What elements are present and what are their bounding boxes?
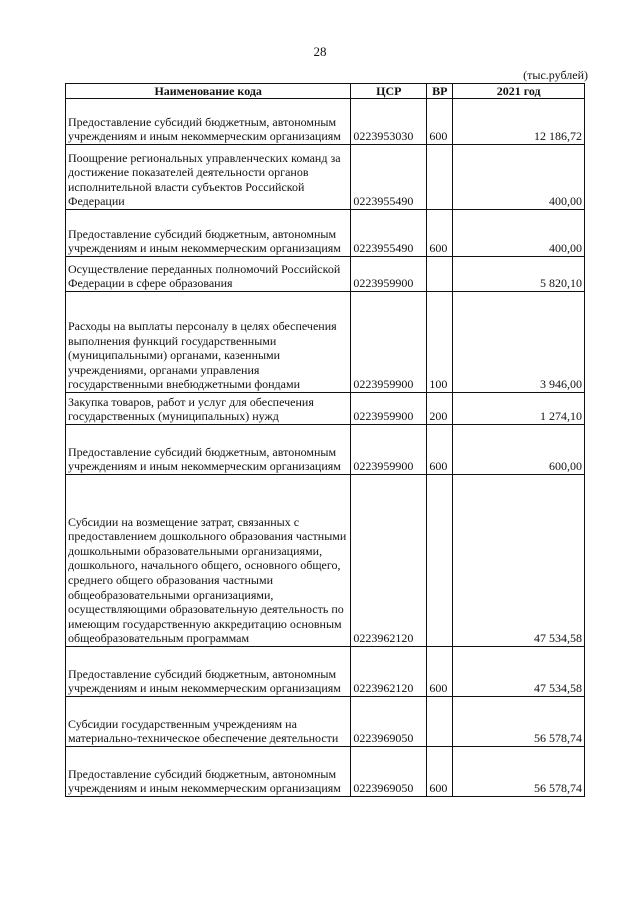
row-name: Предоставление субсидий бюджетным, автономным учреждениям и иным некоммерческим организациям bbox=[66, 747, 351, 797]
row-sum: 1 274,10 bbox=[453, 393, 585, 425]
row-sum: 5 820,10 bbox=[453, 257, 585, 292]
row-csr: 0223969050 bbox=[351, 747, 427, 797]
row-csr: 0223953030 bbox=[351, 99, 427, 145]
row-sum: 47 534,58 bbox=[453, 475, 585, 647]
row-sum: 400,00 bbox=[453, 210, 585, 257]
table-row bbox=[66, 99, 585, 145]
table-row bbox=[66, 747, 585, 797]
table-row bbox=[66, 393, 585, 425]
table-row bbox=[66, 647, 585, 697]
row-csr: 0223969050 bbox=[351, 697, 427, 747]
row-vr: 600 bbox=[427, 99, 453, 145]
row-sum: 600,00 bbox=[453, 425, 585, 475]
row-csr: 0223955490 bbox=[351, 145, 427, 210]
row-sum: 56 578,74 bbox=[453, 747, 585, 797]
row-sum: 47 534,58 bbox=[453, 647, 585, 697]
row-vr: 600 bbox=[427, 747, 453, 797]
row-vr: 100 bbox=[427, 292, 453, 393]
row-csr: 0223962120 bbox=[351, 475, 427, 647]
row-name: Предоставление субсидий бюджетным, автономным учреждениям и иным некоммерческим организациям bbox=[66, 647, 351, 697]
row-csr: 0223962120 bbox=[351, 647, 427, 697]
row-vr: 600 bbox=[427, 647, 453, 697]
page-number: 28 bbox=[313, 44, 327, 59]
header-year: 2021 год bbox=[453, 84, 585, 99]
header-csr: ЦСР bbox=[351, 84, 427, 99]
table-row bbox=[66, 145, 585, 210]
row-vr bbox=[427, 145, 453, 210]
table-row bbox=[66, 475, 585, 647]
header-name: Наименование кода bbox=[66, 84, 351, 99]
table-row bbox=[66, 697, 585, 747]
row-sum: 12 186,72 bbox=[453, 99, 585, 145]
row-vr bbox=[427, 257, 453, 292]
header-vr: ВР bbox=[427, 84, 453, 99]
row-vr bbox=[427, 697, 453, 747]
row-vr: 200 bbox=[427, 393, 453, 425]
row-name: Осуществление переданных полномочий Российской Федерации в сфере образования bbox=[66, 257, 351, 292]
row-name: Субсидии государственным учреждениям на материально-техническое обеспечение деятельности bbox=[66, 697, 351, 747]
row-csr: 0223955490 bbox=[351, 210, 427, 257]
row-name: Субсидии на возмещение затрат, связанных с предоставлением дошкольного образования частными дошкольными образовательными организациями, дошкольного, начального общего, основного общего, среднего общего образования частными общеобразовательными организациями, осуществляющими образовательную деятельность по имеющим государственную аккредитацию основным общеобразовательным программам bbox=[66, 475, 351, 647]
budget-table bbox=[65, 83, 585, 797]
row-sum: 400,00 bbox=[453, 145, 585, 210]
row-vr bbox=[427, 475, 453, 647]
row-name: Предоставление субсидий бюджетным, автономным учреждениям и иным некоммерческим организациям bbox=[66, 425, 351, 475]
table-row bbox=[66, 257, 585, 292]
row-sum: 56 578,74 bbox=[453, 697, 585, 747]
row-csr: 0223959900 bbox=[351, 393, 427, 425]
table-row bbox=[66, 425, 585, 475]
row-name: Предоставление субсидий бюджетным, автономным учреждениям и иным некоммерческим организациям bbox=[66, 210, 351, 257]
row-vr: 600 bbox=[427, 210, 453, 257]
row-name: Поощрение региональных управленческих команд за достижение показателей деятельности органов исполнительной власти субъектов Российской Федерации bbox=[66, 145, 351, 210]
row-sum: 3 946,00 bbox=[453, 292, 585, 393]
row-csr: 0223959900 bbox=[351, 425, 427, 475]
row-csr: 0223959900 bbox=[351, 257, 427, 292]
row-name: Предоставление субсидий бюджетным, автономным учреждениям и иным некоммерческим организациям bbox=[66, 99, 351, 145]
row-vr: 600 bbox=[427, 425, 453, 475]
row-name: Закупка товаров, работ и услуг для обеспечения государственных (муниципальных) нужд bbox=[66, 393, 351, 425]
table-row bbox=[66, 292, 585, 393]
row-csr: 0223959900 bbox=[351, 292, 427, 393]
units-label: (тыс.рублей) bbox=[523, 68, 588, 82]
table-row bbox=[66, 210, 585, 257]
row-name: Расходы на выплаты персоналу в целях обеспечения выполнения функций государственными (муниципальными) органами, казенными учреждениями, органами управления государственными внебюджетными фондами bbox=[66, 292, 351, 393]
table-header-row bbox=[66, 84, 585, 99]
